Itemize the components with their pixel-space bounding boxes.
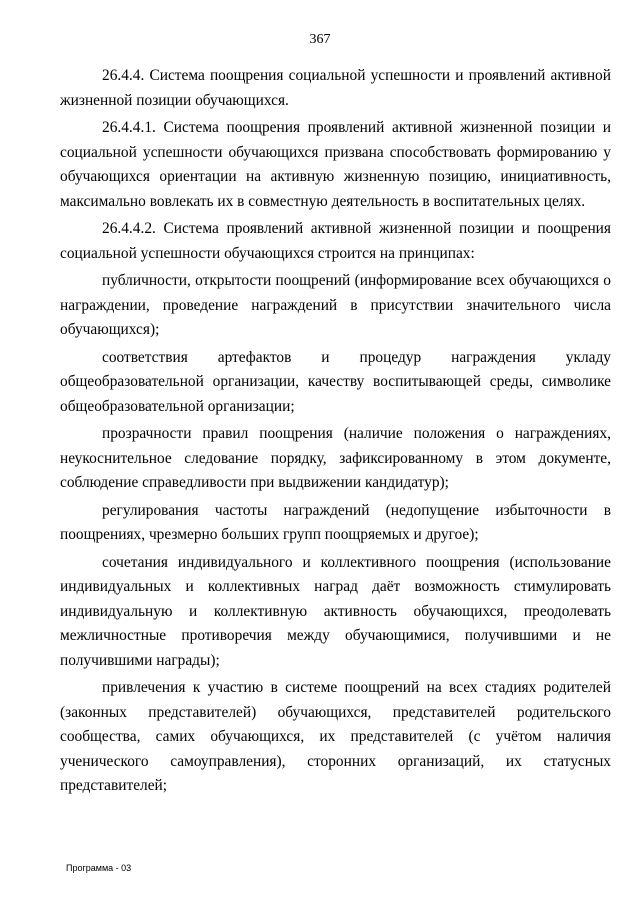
page-footer: Программа - 03 xyxy=(66,863,132,873)
principle-frequency: регулирования частоты награждений (недопущение избыточности в поощрениях, чрезмерно больших групп поощряемых и другое); xyxy=(60,501,611,543)
paragraph-26-4-4-2: 26.4.4.2. Система проявлений активной жизненной позиции и поощрения социальной успешности обучающихся строится на принципах: xyxy=(60,220,611,262)
principle-conformity: соответствия артефактов и процедур награждения укладу общеобразовательной организации, качеству воспитывающей среды, символике общеобразовательной организации; xyxy=(60,348,611,415)
principle-publicity: публичности, открытости поощрений (информирование всех обучающихся о награждении, проведение награждений в присутствии значительного числа обучающихся); xyxy=(60,272,611,338)
section-heading-26-4-4: 26.4.4. Система поощрения социальной успешности и проявлений активной жизненной позиции обучающихся. xyxy=(60,67,611,109)
paragraph-26-4-4-1: 26.4.4.1. Система поощрения проявлений активной жизненной позиции и социальной успешности обучающихся призвана способствовать формированию у обучающихся ориентации на активную жизненную позицию, инициативность, максимально вовлекать их в совместную деятельность в воспитательных целях. xyxy=(60,119,611,210)
principle-combination: сочетания индивидуального и коллективного поощрения (использование индивидуальных и коллективных наград даёт возможность стимулировать индивидуальную и коллективную активность обучающихся, преодолевать межличностные противоречия между обучающимися, получившими и не получившими награды); xyxy=(60,553,611,669)
page-number: 367 xyxy=(309,32,331,47)
principle-involvement: привлечения к участию в системе поощрений на всех стадиях родителей (законных представителей) обучающихся, представителей родительского сообщества, самих обучающихся, их представителей (с учётом наличия ученического самоуправления), сторонних организаций, их статусных представителей; xyxy=(60,679,611,794)
body-text xyxy=(60,64,611,799)
principle-transparency: прозрачности правил поощрения (наличие положения о награждениях, неукоснительное следование порядку, зафиксированному в этом документе, соблюдение справедливости при выдвижении кандидатур); xyxy=(60,425,611,491)
